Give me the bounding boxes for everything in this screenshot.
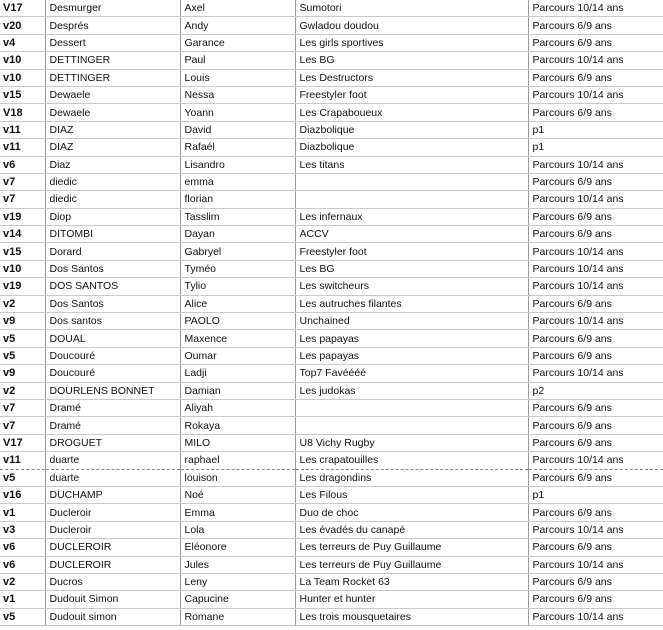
cell-team[interactable]: Les Destructors [295,69,528,86]
cell-first-name[interactable]: Emma [180,504,295,521]
table-row [0,86,663,103]
cell-last-name[interactable]: DETTINGER [45,52,180,69]
cell-course[interactable]: Parcours 6/9 ans [528,399,663,416]
cell-course[interactable]: Parcours 6/9 ans [528,347,663,364]
table-row [0,365,663,382]
cell-course[interactable]: Parcours 6/9 ans [528,330,663,347]
cell-course[interactable]: Parcours 10/14 ans [528,278,663,295]
table-row [0,278,663,295]
cell-first-name[interactable]: PAOLO [180,313,295,330]
cell-course[interactable]: Parcours 10/14 ans [528,86,663,103]
cell-wave[interactable]: v1 [0,504,45,521]
cell-course[interactable]: Parcours 10/14 ans [528,365,663,382]
table-row [0,486,663,503]
cell-last-name[interactable]: Dos Santos [45,260,180,277]
cell-course[interactable]: Parcours 10/14 ans [528,243,663,260]
cell-last-name[interactable]: DUCLEROIR [45,539,180,556]
cell-team[interactable] [295,173,528,190]
cell-team[interactable]: Gwladou doudou [295,17,528,34]
table-row [0,52,663,69]
table-row [0,452,663,469]
cell-first-name[interactable]: MILO [180,434,295,451]
cell-team[interactable]: Les papayas [295,347,528,364]
cell-first-name[interactable]: Alice [180,295,295,312]
cell-wave[interactable]: v10 [0,69,45,86]
cell-last-name[interactable]: Dramé [45,417,180,434]
cell-first-name[interactable]: Yoann [180,104,295,121]
cell-wave[interactable]: V18 [0,104,45,121]
cell-last-name[interactable]: Després [45,17,180,34]
cell-wave[interactable]: v9 [0,365,45,382]
cell-course[interactable]: Parcours 6/9 ans [528,417,663,434]
cell-last-name[interactable]: DOS SANTOS [45,278,180,295]
cell-first-name[interactable]: Lisandro [180,156,295,173]
cell-first-name[interactable]: Capucine [180,591,295,608]
cell-first-name[interactable]: florian [180,191,295,208]
cell-wave[interactable]: v20 [0,17,45,34]
cell-last-name[interactable]: diedic [45,173,180,190]
cell-first-name[interactable]: raphael [180,452,295,469]
table-row [0,34,663,51]
cell-wave[interactable]: v6 [0,156,45,173]
cell-last-name[interactable]: DROGUET [45,434,180,451]
cell-course[interactable]: Parcours 10/14 ans [528,313,663,330]
cell-last-name[interactable]: Dos santos [45,313,180,330]
cell-last-name[interactable]: Dewaele [45,86,180,103]
table-row [0,226,663,243]
cell-last-name[interactable]: Dramé [45,399,180,416]
table-row [0,591,663,608]
cell-team[interactable]: Diazbolique [295,121,528,138]
cell-wave[interactable]: v15 [0,86,45,103]
cell-first-name[interactable]: Damian [180,382,295,399]
cell-first-name[interactable]: Leny [180,573,295,590]
table-row [0,504,663,521]
cell-team[interactable]: Freestyler foot [295,86,528,103]
table-row [0,295,663,312]
cell-wave[interactable]: v7 [0,417,45,434]
cell-course[interactable]: Parcours 6/9 ans [528,17,663,34]
table-row [0,243,663,260]
table-row [0,330,663,347]
cell-first-name[interactable]: Louis [180,69,295,86]
cell-first-name[interactable]: Andy [180,17,295,34]
cell-team[interactable] [295,417,528,434]
cell-last-name[interactable]: DUCHAMP [45,486,180,503]
cell-course[interactable]: Parcours 6/9 ans [528,226,663,243]
cell-last-name[interactable]: Dorard [45,243,180,260]
cell-first-name[interactable]: emma [180,173,295,190]
cell-team[interactable]: Duo de choc [295,504,528,521]
cell-wave[interactable]: v5 [0,330,45,347]
cell-team[interactable]: Freestyler foot [295,243,528,260]
cell-team[interactable]: La Team Rocket 63 [295,573,528,590]
cell-wave[interactable]: v5 [0,347,45,364]
cell-course[interactable]: Parcours 6/9 ans [528,539,663,556]
cell-wave[interactable]: V17 [0,0,45,17]
cell-team[interactable]: Les évadés du canapé [295,521,528,538]
cell-course[interactable]: Parcours 6/9 ans [528,469,663,486]
cell-team[interactable]: Les terreurs de Puy Guillaume [295,556,528,573]
cell-first-name[interactable]: Tylio [180,278,295,295]
cell-team[interactable]: Unchained [295,313,528,330]
cell-last-name[interactable]: DETTINGER [45,69,180,86]
cell-first-name[interactable]: Garance [180,34,295,51]
cell-course[interactable]: Parcours 10/14 ans [528,52,663,69]
cell-first-name[interactable]: Gabryel [180,243,295,260]
cell-first-name[interactable]: Lola [180,521,295,538]
cell-wave[interactable]: v11 [0,452,45,469]
cell-first-name[interactable]: Ladji [180,365,295,382]
cell-first-name[interactable]: Aliyah [180,399,295,416]
cell-team[interactable]: U8 Vichy Rugby [295,434,528,451]
cell-wave[interactable]: V17 [0,434,45,451]
cell-course[interactable]: p1 [528,486,663,503]
cell-wave[interactable]: v16 [0,486,45,503]
cell-wave[interactable]: v5 [0,608,45,625]
cell-course[interactable]: Parcours 6/9 ans [528,173,663,190]
cell-last-name[interactable]: Doucouré [45,347,180,364]
cell-course[interactable]: Parcours 6/9 ans [528,34,663,51]
cell-team[interactable]: Diazbolique [295,139,528,156]
cell-team[interactable]: Les girls sportives [295,34,528,51]
cell-last-name[interactable]: DOUAL [45,330,180,347]
table-row [0,573,663,590]
cell-team[interactable]: Les BG [295,260,528,277]
cell-course[interactable]: p1 [528,139,663,156]
cell-course[interactable]: Parcours 10/14 ans [528,191,663,208]
cell-wave[interactable]: v5 [0,469,45,486]
cell-first-name[interactable]: Tasslim [180,208,295,225]
cell-course[interactable]: p2 [528,382,663,399]
cell-first-name[interactable]: Romane [180,608,295,625]
table-row [0,173,663,190]
cell-last-name[interactable]: Diaz [45,156,180,173]
table-row [0,313,663,330]
cell-last-name[interactable]: Ducleroir [45,504,180,521]
cell-first-name[interactable]: Rafaél [180,139,295,156]
cell-course[interactable]: Parcours 10/14 ans [528,156,663,173]
cell-wave[interactable]: v3 [0,521,45,538]
cell-first-name[interactable]: Axel [180,0,295,17]
cell-team[interactable]: Hunter et hunter [295,591,528,608]
cell-first-name[interactable]: Nessa [180,86,295,103]
table-row [0,104,663,121]
table-row [0,469,663,486]
cell-wave[interactable]: v1 [0,591,45,608]
cell-course[interactable]: Parcours 10/14 ans [528,521,663,538]
cell-first-name[interactable]: Dayan [180,226,295,243]
cell-first-name[interactable]: Rokaya [180,417,295,434]
cell-team[interactable]: Les Crapaboueux [295,104,528,121]
table-row [0,539,663,556]
table-row [0,191,663,208]
cell-last-name[interactable]: Desmurger [45,0,180,17]
cell-course[interactable]: Parcours 6/9 ans [528,104,663,121]
cell-wave[interactable]: v7 [0,191,45,208]
cell-wave[interactable]: v7 [0,173,45,190]
cell-last-name[interactable]: duarte [45,452,180,469]
cell-team[interactable]: Les judokas [295,382,528,399]
cell-team[interactable]: Les trois mousquetaires [295,608,528,625]
cell-team[interactable]: ACCV [295,226,528,243]
table-row [0,139,663,156]
cell-wave[interactable]: v2 [0,295,45,312]
cell-course[interactable]: Parcours 6/9 ans [528,69,663,86]
cell-team[interactable]: Les dragondins [295,469,528,486]
table-row [0,0,663,17]
cell-course[interactable]: p1 [528,121,663,138]
cell-wave[interactable]: v15 [0,243,45,260]
table-row [0,17,663,34]
table-row [0,69,663,86]
cell-team[interactable]: Les infernaux [295,208,528,225]
cell-team[interactable] [295,399,528,416]
table-row [0,399,663,416]
cell-team[interactable]: Les Filous [295,486,528,503]
table-row [0,556,663,573]
cell-last-name[interactable]: Dewaele [45,104,180,121]
table-row [0,521,663,538]
cell-wave[interactable]: v11 [0,139,45,156]
cell-team[interactable]: Les crapatouilles [295,452,528,469]
cell-wave[interactable]: v19 [0,278,45,295]
cell-wave[interactable]: v2 [0,382,45,399]
cell-last-name[interactable]: Dos Santos [45,295,180,312]
cell-first-name[interactable]: Noé [180,486,295,503]
cell-last-name[interactable]: DIAZ [45,139,180,156]
cell-last-name[interactable]: Doucouré [45,365,180,382]
cell-course[interactable]: Parcours 10/14 ans [528,0,663,17]
cell-course[interactable]: Parcours 10/14 ans [528,260,663,277]
cell-wave[interactable]: v10 [0,260,45,277]
cell-wave[interactable]: v14 [0,226,45,243]
table-row [0,608,663,625]
cell-team[interactable] [295,191,528,208]
cell-last-name[interactable]: DOURLENS BONNET [45,382,180,399]
cell-team[interactable]: Sumotori [295,0,528,17]
cell-wave[interactable]: v2 [0,573,45,590]
table-row [0,208,663,225]
cell-team[interactable]: Top7 Favéééé [295,365,528,382]
cell-course[interactable]: Parcours 10/14 ans [528,556,663,573]
cell-wave[interactable]: v11 [0,121,45,138]
table-row [0,417,663,434]
cell-team[interactable]: Les autruches filantes [295,295,528,312]
cell-course[interactable]: Parcours 6/9 ans [528,295,663,312]
cell-last-name[interactable]: Dudouit simon [45,608,180,625]
cell-last-name[interactable]: Dudouit Simon [45,591,180,608]
cell-wave[interactable]: v19 [0,208,45,225]
cell-course[interactable]: Parcours 6/9 ans [528,504,663,521]
cell-course[interactable]: Parcours 10/14 ans [528,608,663,625]
cell-course[interactable]: Parcours 6/9 ans [528,208,663,225]
cell-team[interactable]: Les terreurs de Puy Guillaume [295,539,528,556]
table-row [0,434,663,451]
cell-last-name[interactable]: duarte [45,469,180,486]
table-row [0,121,663,138]
cell-first-name[interactable]: louison [180,469,295,486]
cell-wave[interactable]: v6 [0,539,45,556]
cell-course[interactable]: Parcours 6/9 ans [528,591,663,608]
cell-last-name[interactable]: Dessert [45,34,180,51]
cell-last-name[interactable]: Ducleroir [45,521,180,538]
cell-first-name[interactable]: Oumar [180,347,295,364]
cell-first-name[interactable]: Jules [180,556,295,573]
cell-first-name[interactable]: Maxence [180,330,295,347]
table-row [0,347,663,364]
table-row [0,382,663,399]
cell-first-name[interactable]: David [180,121,295,138]
cell-wave[interactable]: v6 [0,556,45,573]
cell-team[interactable]: Les papayas [295,330,528,347]
cell-last-name[interactable]: diedic [45,191,180,208]
cell-first-name[interactable]: Eléonore [180,539,295,556]
cell-wave[interactable]: v4 [0,34,45,51]
cell-team[interactable]: Les switcheurs [295,278,528,295]
cell-wave[interactable]: v7 [0,399,45,416]
cell-last-name[interactable]: Ducros [45,573,180,590]
cell-course[interactable]: Parcours 6/9 ans [528,434,663,451]
table-row [0,156,663,173]
cell-first-name[interactable]: Paul [180,52,295,69]
table-row [0,260,663,277]
cell-team[interactable]: Les titans [295,156,528,173]
cell-wave[interactable]: v10 [0,52,45,69]
cell-first-name[interactable]: Tyméo [180,260,295,277]
cell-team[interactable]: Les BG [295,52,528,69]
cell-last-name[interactable]: DITOMBI [45,226,180,243]
cell-last-name[interactable]: Diop [45,208,180,225]
cell-last-name[interactable]: DIAZ [45,121,180,138]
cell-course[interactable]: Parcours 6/9 ans [528,573,663,590]
cell-course[interactable]: Parcours 10/14 ans [528,452,663,469]
cell-wave[interactable]: v9 [0,313,45,330]
cell-last-name[interactable]: DUCLEROIR [45,556,180,573]
